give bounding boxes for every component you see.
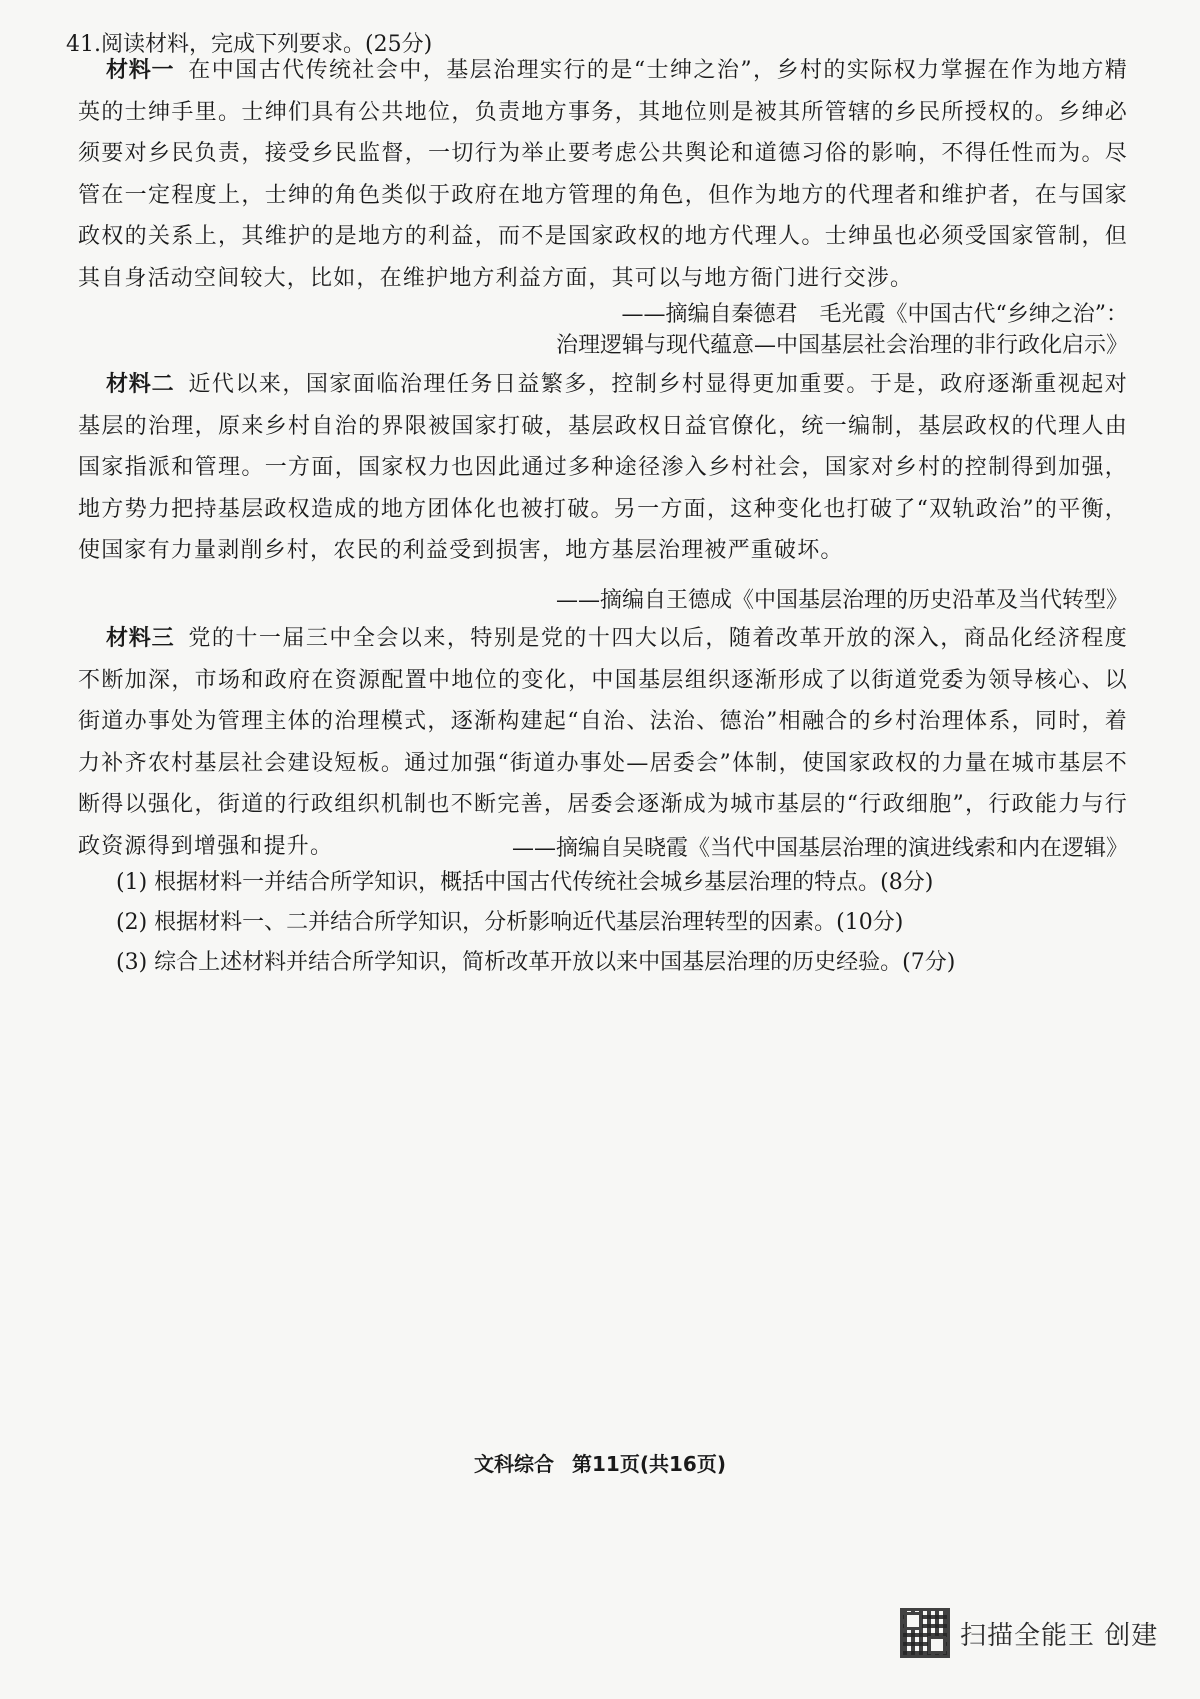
watermark-text: 扫描全能王 创建	[960, 1620, 1159, 1651]
requirement-3: (3) 综合上述材料并结合所学知识，简析改革开放以来中国基层治理的历史经验。(7分)	[116, 950, 956, 975]
page-footer	[0, 1450, 1200, 1478]
material-3-text: 党的十一届三中全会以来，特别是党的十四大以后，随着改革开放的深入，商品化经济程度不断加深，市场和政府在资源配置中地位的变化，中国基层组织逐渐形成了以街道党委为领导核心、以街道办事处为管理主体的治理模式，逐渐构建起“自治、法治、德治”相融合的乡村治理体系，同时，着力补齐农村基层社会建设短板。通过加强“街道办事处—居委会”体制，使国家政权的力量在城市基层不断得以强化，街道的行政组织机制也不断完善，居委会逐渐成为城市基层的“行政细胞”，行政能力与行政资源得到增强和提升。	[78, 626, 1128, 859]
material-2-text: 近代以来，国家面临治理任务日益繁多，控制乡村显得更加重要。于是，政府逐渐重视起对基层的治理，原来乡村自治的界限被国家打破，基层政权日益官僚化，统一编制，基层政权的代理人由国家指派和管理。一方面，国家权力也因此通过多种途径渗入乡村社会，国家对乡村的控制得到加强，地方势力把持基层政权造成的地方团体化也被打破。另一方面，这种变化也打破了“双轨政治”的平衡，使国家有力量剥削乡村，农民的利益受到损害，地方基层治理被严重破坏。	[78, 372, 1128, 563]
scanner-watermark	[900, 1608, 1158, 1658]
material-2-label: 材料二	[106, 372, 175, 397]
material-1-source-line-2: 治理逻辑与现代蕴意—中国基层社会治理的非行政化启示》	[555, 333, 1128, 358]
material-1	[78, 50, 1128, 299]
requirement-1: (1) 根据材料一并结合所学知识，概括中国古代传统社会城乡基层治理的特点。(8分)	[116, 870, 934, 895]
material-3-source: ——摘编自吴晓霞《当代中国基层治理的演进线索和内在逻辑》	[511, 836, 1128, 861]
material-1-source-line-1: ——摘编自秦德君 毛光霞《中国古代“乡绅之治”：	[621, 302, 1128, 327]
material-1-text: 在中国古代传统社会中，基层治理实行的是“士绅之治”，乡村的实际权力掌握在作为地方精英的士绅手里。士绅们具有公共地位，负责地方事务，其地位则是被其所管辖的乡民所授权的。乡绅必须要对乡民负责，接受乡民监督，一切行为举止要考虑公共舆论和道德习俗的影响，不得任性而为。尽管在一定程度上，士绅的角色类似于政府在地方管理的角色，但作为地方的代理者和维护者，在与国家政权的关系上，其维护的是地方的利益，而不是国家政权的地方代理人。士绅虽也必须受国家管制，但其自身活动空间较大，比如，在维护地方利益方面，其可以与地方衙门进行交涉。	[78, 58, 1128, 291]
requirement-2: (2) 根据材料一、二并结合所学知识，分析影响近代基层治理转型的因素。(10分)	[116, 910, 904, 935]
footer-page-number: 第11页(共16页)	[572, 1452, 726, 1476]
question-title: 41.阅读材料，完成下列要求。(25分)	[66, 32, 433, 57]
material-3-label: 材料三	[106, 626, 175, 651]
material-1-label: 材料一	[106, 58, 175, 83]
footer-subject: 文科综合	[474, 1452, 555, 1476]
material-2	[78, 364, 1128, 572]
qr-code-icon	[900, 1608, 950, 1658]
material-2-source: ——摘编自王德成《中国基层治理的历史沿革及当代转型》	[555, 588, 1128, 613]
